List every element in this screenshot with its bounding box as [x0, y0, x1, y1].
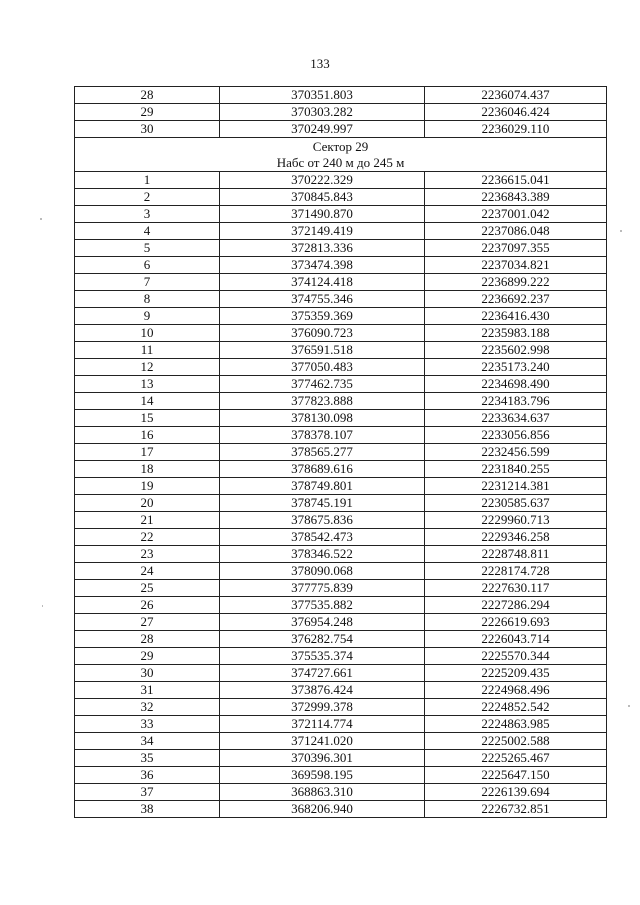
point-number-cell: 33 — [75, 716, 220, 733]
y-coordinate-cell: 2236692.237 — [425, 291, 607, 308]
y-coordinate-cell: 2235602.998 — [425, 342, 607, 359]
point-number-cell: 26 — [75, 597, 220, 614]
point-number-cell: 5 — [75, 240, 220, 257]
x-coordinate-cell: 378745.191 — [220, 495, 425, 512]
table-row — [75, 665, 607, 682]
table-row — [75, 172, 607, 189]
y-coordinate-cell: 2224968.496 — [425, 682, 607, 699]
table-row — [75, 478, 607, 495]
y-coordinate-cell: 2236899.222 — [425, 274, 607, 291]
x-coordinate-cell: 378346.522 — [220, 546, 425, 563]
table-row — [75, 206, 607, 223]
y-coordinate-cell: 2236029.110 — [425, 121, 607, 138]
y-coordinate-cell: 2233634.637 — [425, 410, 607, 427]
y-coordinate-cell: 2231840.255 — [425, 461, 607, 478]
y-coordinate-cell: 2236046.424 — [425, 104, 607, 121]
point-number-cell: 29 — [75, 648, 220, 665]
y-coordinate-cell: 2236843.389 — [425, 189, 607, 206]
x-coordinate-cell: 368863.310 — [220, 784, 425, 801]
y-coordinate-cell: 2225265.467 — [425, 750, 607, 767]
x-coordinate-cell: 378565.277 — [220, 444, 425, 461]
point-number-cell: 25 — [75, 580, 220, 597]
point-number-cell: 12 — [75, 359, 220, 376]
point-number-cell: 4 — [75, 223, 220, 240]
y-coordinate-cell: 2237001.042 — [425, 206, 607, 223]
table-row — [75, 393, 607, 410]
y-coordinate-cell: 2232456.599 — [425, 444, 607, 461]
x-coordinate-cell: 378378.107 — [220, 427, 425, 444]
table-row — [75, 121, 607, 138]
scan-speck — [42, 605, 43, 607]
x-coordinate-cell: 374124.418 — [220, 274, 425, 291]
y-coordinate-cell: 2234698.490 — [425, 376, 607, 393]
table-row — [75, 495, 607, 512]
section-header-cell — [75, 138, 607, 172]
x-coordinate-cell: 370351.803 — [220, 87, 425, 104]
point-number-cell: 8 — [75, 291, 220, 308]
point-number-cell: 14 — [75, 393, 220, 410]
x-coordinate-cell: 369598.195 — [220, 767, 425, 784]
table-row — [75, 410, 607, 427]
point-number-cell: 30 — [75, 665, 220, 682]
y-coordinate-cell: 2227630.117 — [425, 580, 607, 597]
y-coordinate-cell: 2235173.240 — [425, 359, 607, 376]
table-row — [75, 784, 607, 801]
point-number-cell: 2 — [75, 189, 220, 206]
table-row — [75, 563, 607, 580]
x-coordinate-cell: 368206.940 — [220, 801, 425, 818]
y-coordinate-cell: 2229346.258 — [425, 529, 607, 546]
point-number-cell: 21 — [75, 512, 220, 529]
table-row — [75, 614, 607, 631]
point-number-cell: 36 — [75, 767, 220, 784]
x-coordinate-cell: 376954.248 — [220, 614, 425, 631]
point-number-cell: 16 — [75, 427, 220, 444]
y-coordinate-cell: 2237034.821 — [425, 257, 607, 274]
table-row — [75, 257, 607, 274]
point-number-cell: 37 — [75, 784, 220, 801]
table-row — [75, 427, 607, 444]
y-coordinate-cell: 2237086.048 — [425, 223, 607, 240]
table-row — [75, 342, 607, 359]
x-coordinate-cell: 376591.518 — [220, 342, 425, 359]
y-coordinate-cell: 2225002.588 — [425, 733, 607, 750]
table-row — [75, 87, 607, 104]
y-coordinate-cell: 2237097.355 — [425, 240, 607, 257]
y-coordinate-cell: 2224852.542 — [425, 699, 607, 716]
y-coordinate-cell: 2225209.435 — [425, 665, 607, 682]
x-coordinate-cell: 377535.882 — [220, 597, 425, 614]
y-coordinate-cell: 2228748.811 — [425, 546, 607, 563]
x-coordinate-cell: 374755.346 — [220, 291, 425, 308]
table-row — [75, 104, 607, 121]
point-number-cell: 19 — [75, 478, 220, 495]
point-number-cell: 23 — [75, 546, 220, 563]
table-row — [75, 631, 607, 648]
table-row — [75, 733, 607, 750]
table-row — [75, 682, 607, 699]
y-coordinate-cell: 2224863.985 — [425, 716, 607, 733]
y-coordinate-cell: 2229960.713 — [425, 512, 607, 529]
point-number-cell: 32 — [75, 699, 220, 716]
table-row — [75, 716, 607, 733]
x-coordinate-cell: 372114.774 — [220, 716, 425, 733]
x-coordinate-cell: 378090.068 — [220, 563, 425, 580]
scan-speck — [620, 230, 622, 232]
x-coordinate-cell: 376090.723 — [220, 325, 425, 342]
table-row — [75, 699, 607, 716]
table-row — [75, 444, 607, 461]
x-coordinate-cell: 378675.836 — [220, 512, 425, 529]
y-coordinate-cell: 2236416.430 — [425, 308, 607, 325]
x-coordinate-cell: 373876.424 — [220, 682, 425, 699]
point-number-cell: 6 — [75, 257, 220, 274]
point-number-cell: 38 — [75, 801, 220, 818]
y-coordinate-cell: 2230585.637 — [425, 495, 607, 512]
table-row — [75, 325, 607, 342]
point-number-cell: 28 — [75, 631, 220, 648]
scan-speck — [628, 705, 630, 707]
table-row — [75, 189, 607, 206]
rows-after-section — [75, 172, 607, 818]
y-coordinate-cell: 2231214.381 — [425, 478, 607, 495]
y-coordinate-cell: 2225647.150 — [425, 767, 607, 784]
x-coordinate-cell: 370222.329 — [220, 172, 425, 189]
y-coordinate-cell: 2236615.041 — [425, 172, 607, 189]
table-row — [75, 240, 607, 257]
x-coordinate-cell: 378130.098 — [220, 410, 425, 427]
scan-speck — [40, 218, 42, 220]
x-coordinate-cell: 374727.661 — [220, 665, 425, 682]
section-header-row — [75, 138, 607, 172]
y-coordinate-cell: 2225570.344 — [425, 648, 607, 665]
coordinates-table — [74, 86, 607, 818]
table-row — [75, 376, 607, 393]
x-coordinate-cell: 372813.336 — [220, 240, 425, 257]
point-number-cell: 15 — [75, 410, 220, 427]
x-coordinate-cell: 375359.369 — [220, 308, 425, 325]
x-coordinate-cell: 371241.020 — [220, 733, 425, 750]
y-coordinate-cell: 2226139.694 — [425, 784, 607, 801]
table-row — [75, 359, 607, 376]
y-coordinate-cell: 2235983.188 — [425, 325, 607, 342]
point-number-cell: 22 — [75, 529, 220, 546]
point-number-cell: 34 — [75, 733, 220, 750]
table-row — [75, 529, 607, 546]
point-number-cell: 1 — [75, 172, 220, 189]
x-coordinate-cell: 370396.301 — [220, 750, 425, 767]
point-number-cell: 17 — [75, 444, 220, 461]
point-number-cell: 31 — [75, 682, 220, 699]
point-number-cell: 29 — [75, 104, 220, 121]
x-coordinate-cell: 370845.843 — [220, 189, 425, 206]
x-coordinate-cell: 372149.419 — [220, 223, 425, 240]
x-coordinate-cell: 375535.374 — [220, 648, 425, 665]
y-coordinate-cell: 2227286.294 — [425, 597, 607, 614]
x-coordinate-cell: 378749.801 — [220, 478, 425, 495]
table-row — [75, 597, 607, 614]
table-row — [75, 648, 607, 665]
point-number-cell: 24 — [75, 563, 220, 580]
rows-before-section — [75, 87, 607, 138]
y-coordinate-cell: 2226043.714 — [425, 631, 607, 648]
point-number-cell: 20 — [75, 495, 220, 512]
point-number-cell: 27 — [75, 614, 220, 631]
point-number-cell: 35 — [75, 750, 220, 767]
x-coordinate-cell: 378542.473 — [220, 529, 425, 546]
y-coordinate-cell: 2234183.796 — [425, 393, 607, 410]
table-row — [75, 291, 607, 308]
table-row — [75, 461, 607, 478]
point-number-cell: 9 — [75, 308, 220, 325]
table-row — [75, 274, 607, 291]
point-number-cell: 3 — [75, 206, 220, 223]
table-row — [75, 580, 607, 597]
point-number-cell: 18 — [75, 461, 220, 478]
section-header-group — [75, 138, 607, 172]
x-coordinate-cell: 377462.735 — [220, 376, 425, 393]
point-number-cell: 11 — [75, 342, 220, 359]
table-row — [75, 223, 607, 240]
x-coordinate-cell: 377775.839 — [220, 580, 425, 597]
x-coordinate-cell: 373474.398 — [220, 257, 425, 274]
section-subtitle: Набс от 240 м до 245 м — [276, 154, 405, 170]
table-row — [75, 801, 607, 818]
table-row — [75, 546, 607, 563]
point-number-cell: 30 — [75, 121, 220, 138]
section-title: Сектор 29 — [312, 138, 369, 154]
table-row — [75, 750, 607, 767]
y-coordinate-cell: 2233056.856 — [425, 427, 607, 444]
point-number-cell: 28 — [75, 87, 220, 104]
point-number-cell: 13 — [75, 376, 220, 393]
x-coordinate-cell: 377050.483 — [220, 359, 425, 376]
page-number: 133 — [310, 56, 330, 71]
x-coordinate-cell: 372999.378 — [220, 699, 425, 716]
y-coordinate-cell: 2228174.728 — [425, 563, 607, 580]
x-coordinate-cell: 371490.870 — [220, 206, 425, 223]
x-coordinate-cell: 377823.888 — [220, 393, 425, 410]
table-row — [75, 767, 607, 784]
table-row — [75, 512, 607, 529]
x-coordinate-cell: 378689.616 — [220, 461, 425, 478]
x-coordinate-cell: 370249.997 — [220, 121, 425, 138]
point-number-cell: 7 — [75, 274, 220, 291]
y-coordinate-cell: 2226619.693 — [425, 614, 607, 631]
table-row — [75, 308, 607, 325]
x-coordinate-cell: 370303.282 — [220, 104, 425, 121]
y-coordinate-cell: 2226732.851 — [425, 801, 607, 818]
point-number-cell: 10 — [75, 325, 220, 342]
y-coordinate-cell: 2236074.437 — [425, 87, 607, 104]
x-coordinate-cell: 376282.754 — [220, 631, 425, 648]
